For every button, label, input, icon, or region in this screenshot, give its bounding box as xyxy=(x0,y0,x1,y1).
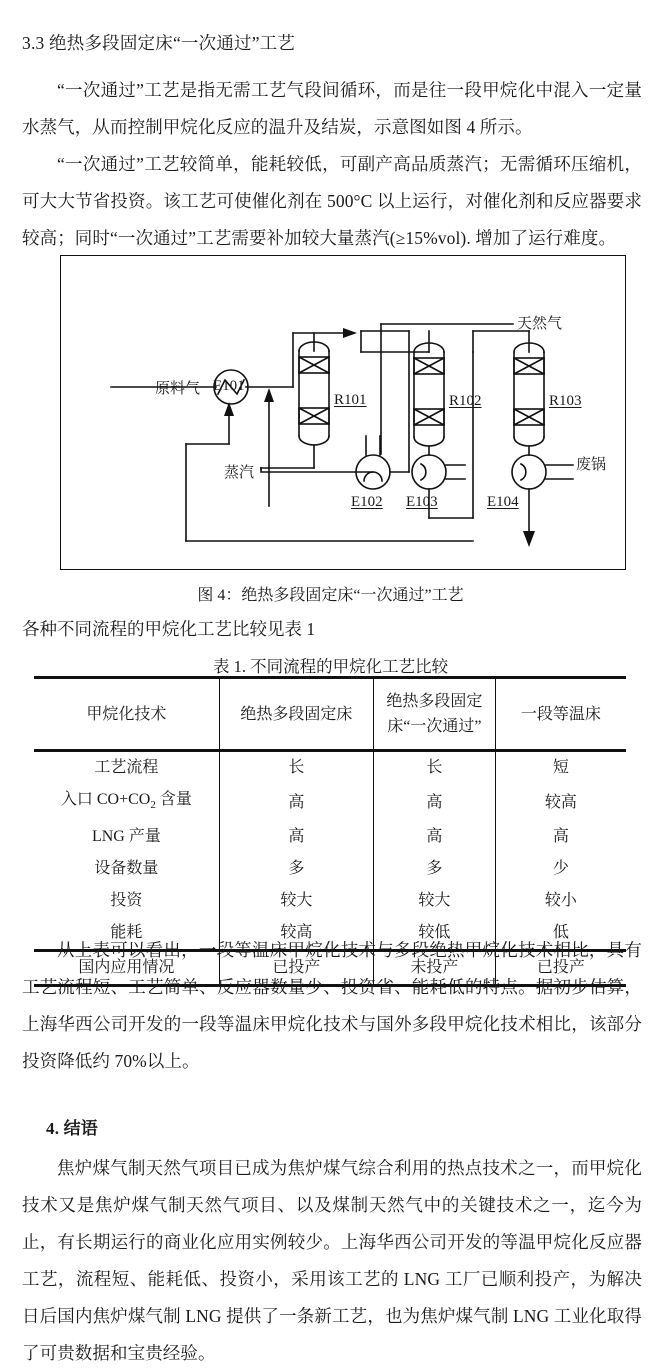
table-row xyxy=(34,821,626,853)
table-intro-text: 各种不同流程的甲烷化工艺比较见表 1 xyxy=(22,619,316,639)
row-value: 较小 xyxy=(495,885,626,917)
table-row xyxy=(34,784,626,821)
label-e101: E101 xyxy=(213,378,245,394)
table-row xyxy=(34,751,626,785)
label-r101: R101 xyxy=(334,392,367,408)
row-label: 能耗 xyxy=(34,917,219,951)
row-label: 工艺流程 xyxy=(34,751,219,785)
row-value: 较大 xyxy=(374,885,496,917)
row-label-subscript: 2 xyxy=(150,799,156,812)
header-cell-technology: 甲烷化技术 xyxy=(34,678,219,751)
row-value: 已投产 xyxy=(495,951,626,986)
table-row xyxy=(34,853,626,885)
row-value: 长 xyxy=(219,751,373,785)
row-value: 多 xyxy=(374,853,496,885)
row-label: 投资 xyxy=(34,885,219,917)
label-feed-gas: 原料气 xyxy=(155,381,201,397)
after-table-paragraph: 从上表可以看出，一段等温床甲烷化技术与多段绝热甲烷化技术相比，具有工艺流程短、工艺简单、反应器数量少、投资省、能耗低的特点。据初步估算，上海华西公司开发的一段等温床甲烷化技术与国外多段甲烷化技术相比，该部分投资降低约 70%以上。 xyxy=(22,940,642,1071)
label-e104: E104 xyxy=(487,494,519,510)
row-value: 较大 xyxy=(219,885,373,917)
header-cell-isothermal: 一段等温床 xyxy=(495,678,626,751)
label-natural-gas: 天然气 xyxy=(517,316,563,332)
row-value: 少 xyxy=(495,853,626,885)
header-cell-once-through xyxy=(374,678,496,751)
row-label-suffix: 含量 xyxy=(155,791,192,808)
label-steam: 蒸汽 xyxy=(224,465,255,481)
process-flow-diagram xyxy=(60,255,626,570)
section-heading: 3.3 绝热多段固定床“一次通过”工艺 xyxy=(22,33,296,53)
row-label-prefix: 入口 CO+CO xyxy=(60,791,151,808)
section-paragraph-2: “一次通过”工艺较简单，能耗较低，可副产高品质蒸汽；无需循环压缩机，可大大节省投资。该工艺可使催化剂在 500°C 以上运行，对催化剂和反应器要求较高；同时“一次通过”工艺需要补加较大量蒸汽(≥15%vol). 增加了运行难度。 xyxy=(22,154,642,248)
row-value: 低 xyxy=(495,917,626,951)
row-value: 高 xyxy=(219,821,373,853)
conclusion-paragraph: 焦炉煤气制天然气项目已成为焦炉煤气综合利用的热点技术之一，而甲烷化技术又是焦炉煤气制天然气项目、以及煤制天然气中的关键技术之一，迄今为止，有长期运行的商业化应用实例较少。上海华西公司开发的等温甲烷化反应器工艺，流程短、能耗低、投资小，采用该工艺的 LNG 工厂已顺利投产，为解决日后国内焦炉煤气制 LNG 提供了一条新工艺，也为焦炉煤气制 LNG 工业化取得了可贵数据和宝贵经验。 xyxy=(22,1158,642,1363)
row-value: 高 xyxy=(495,821,626,853)
row-value: 较高 xyxy=(219,917,373,951)
row-label xyxy=(34,784,219,821)
row-value: 已投产 xyxy=(219,951,373,986)
row-value: 高 xyxy=(219,784,373,821)
row-value: 短 xyxy=(495,751,626,785)
row-label: 国内应用情况 xyxy=(34,951,219,986)
table-row xyxy=(34,885,626,917)
table-header-row xyxy=(34,678,626,751)
row-value: 较低 xyxy=(374,917,496,951)
row-value: 未投产 xyxy=(374,951,496,986)
figure-caption: 图 4：绝热多段固定床“一次通过”工艺 xyxy=(197,587,464,604)
header-once-through-line1: 绝热多段固定 xyxy=(386,693,483,710)
row-value: 较高 xyxy=(495,784,626,821)
label-r103: R103 xyxy=(549,393,582,409)
table-title: 表 1. 不同流程的甲烷化工艺比较 xyxy=(212,657,449,676)
label-e103: E103 xyxy=(406,494,438,510)
section-paragraph-1: “一次通过”工艺是指无需工艺气段间循环，而是往一段甲烷化中混入一定量水蒸气，从而控制甲烷化反应的温升及结炭，示意图如图 4 所示。 xyxy=(22,80,642,137)
process-flow-svg xyxy=(61,256,627,571)
header-cell-adiabatic-multistage: 绝热多段固定床 xyxy=(219,678,373,751)
row-value: 多 xyxy=(219,853,373,885)
row-value: 高 xyxy=(374,784,496,821)
row-value: 高 xyxy=(374,821,496,853)
label-r102: R102 xyxy=(449,393,482,409)
row-label: 设备数量 xyxy=(34,853,219,885)
row-value: 长 xyxy=(374,751,496,785)
label-e102: E102 xyxy=(351,494,383,510)
label-waste-boiler: 废锅 xyxy=(576,457,607,473)
row-label: LNG 产量 xyxy=(34,821,219,853)
header-once-through-line2: 床“一次通过” xyxy=(387,718,482,735)
conclusion-heading: 4. 结语 xyxy=(46,1119,98,1138)
